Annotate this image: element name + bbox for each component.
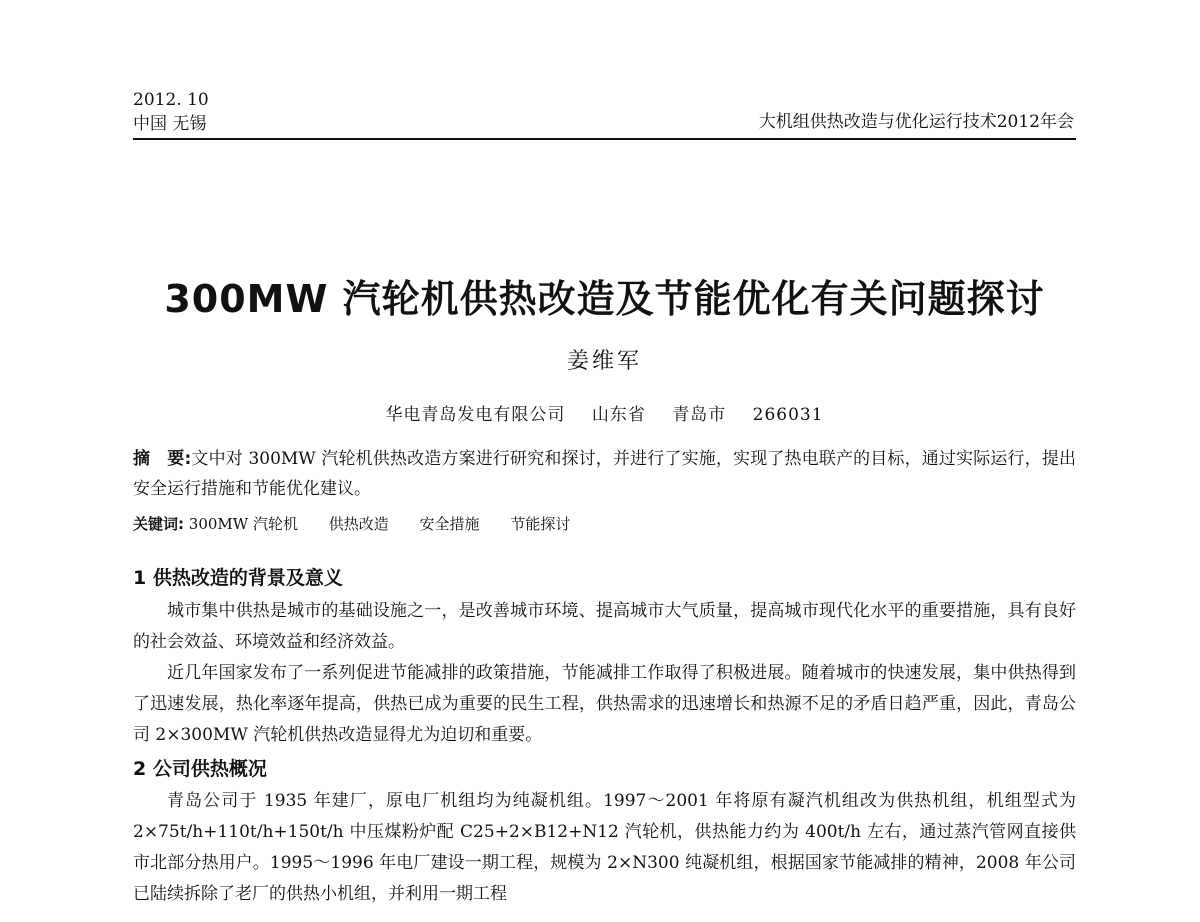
keyword: 安全措施 <box>419 515 480 533</box>
section-paragraph: 城市集中供热是城市的基础设施之一，是改善城市环境、提高城市大气质量，提高城市现代化水平的重要措施，具有良好的社会效益、环境效益和经济效益。 <box>133 601 1076 652</box>
keyword: 300MW 汽轮机 <box>188 515 298 533</box>
affiliation-org: 华电青岛发电有限公司 <box>385 405 566 425</box>
abstract-label: 摘 要: <box>133 449 192 469</box>
header-date: 2012. 10 <box>133 90 209 110</box>
section-heading: 1 供热改造的背景及意义 <box>133 567 343 589</box>
keywords <box>133 512 1076 536</box>
keyword: 供热改造 <box>328 515 389 533</box>
running-header-left <box>133 88 209 136</box>
affiliation-city: 青岛市 <box>672 405 727 425</box>
abstract <box>133 444 1076 504</box>
affiliation <box>133 400 1076 425</box>
header-location: 中国 无锡 <box>133 114 207 134</box>
paper-title: 300MW 汽轮机供热改造及节能优化有关问题探讨 <box>164 277 1045 321</box>
affiliation-province: 山东省 <box>591 405 646 425</box>
paper-author: 姜维军 <box>566 349 642 374</box>
section-paragraph: 青岛公司于 1935 年建厂，原电厂机组均为纯凝机组。1997～2001 年将原有凝汽机组改为供热机组，机组型式为 2×75t/h+110t/h+150t/h 中压煤粉炉配 C25+2×B12+N12 汽轮机，供热能力约为 400t/h 左右，通过蒸汽管网直接供市北部分热用户。1995～1996 年电厂建设一期工程，规模为 2×N300 纯凝机组，根据国家节能减排的精神，2008 年公司已陆续拆除了老厂的供热小机组，并利用一期工程 <box>133 791 1076 904</box>
header-conference: 大机组供热改造与优化运行技术2012年会 <box>758 112 1074 132</box>
header-rule <box>133 138 1076 140</box>
keyword: 节能探讨 <box>510 515 571 533</box>
section-paragraph: 近几年国家发布了一系列促进节能减排的政策措施，节能减排工作取得了积极进展。随着城市的快速发展，集中供热得到了迅速发展，热化率逐年提高，供热已成为重要的民生工程，供热需求的迅速增长和热源不足的矛盾日趋严重，因此，青岛公司 2×300MW 汽轮机供热改造显得尤为迫切和重要。 <box>133 663 1076 745</box>
section-heading: 2 公司供热概况 <box>133 758 267 780</box>
abstract-text: 文中对 300MW 汽轮机供热改造方案进行研究和探讨，并进行了实施，实现了热电联产的目标，通过实际运行，提出安全运行措施和节能优化建议。 <box>133 449 1076 499</box>
keywords-label: 关键词: <box>133 515 184 533</box>
affiliation-postcode: 266031 <box>752 405 824 425</box>
